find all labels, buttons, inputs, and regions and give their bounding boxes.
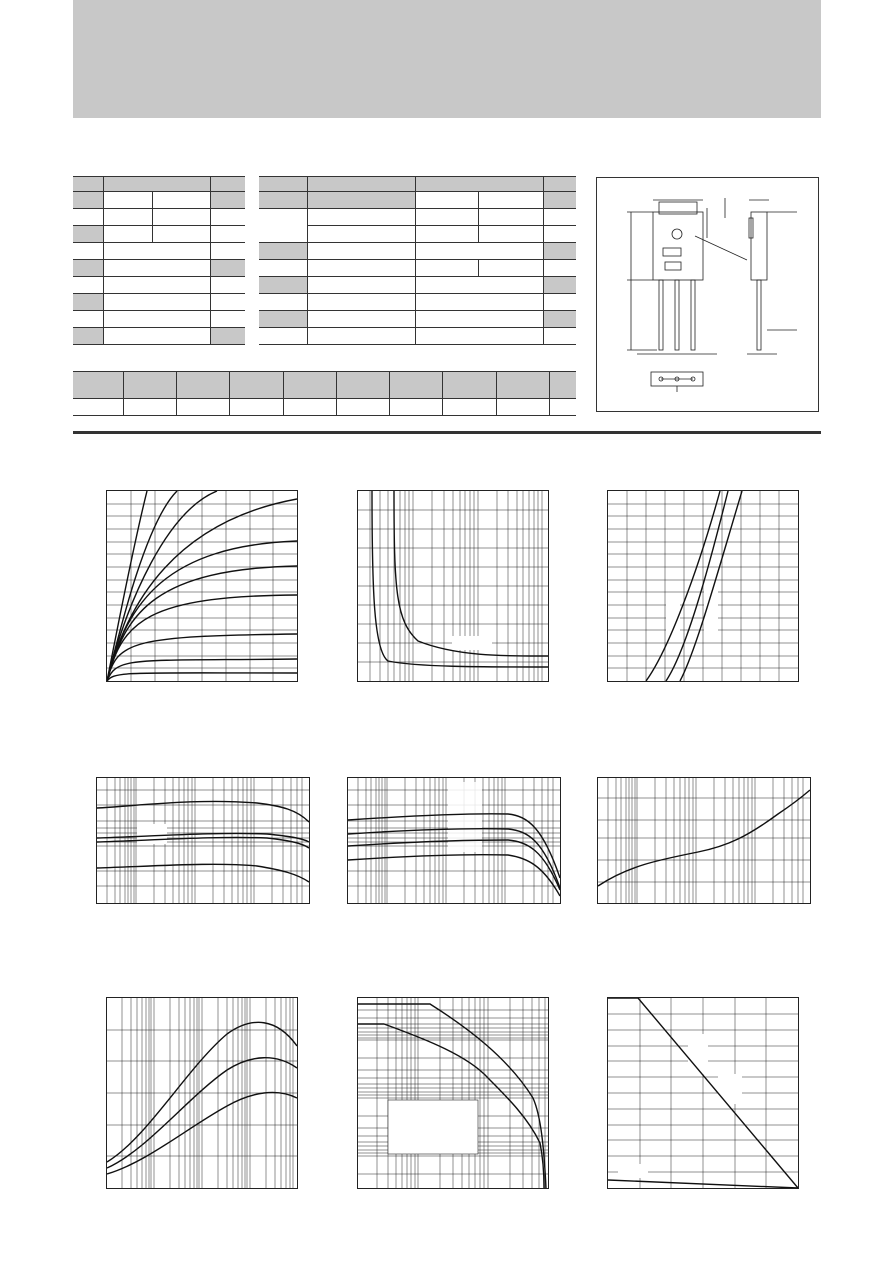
- pc-ta-derating-chart: [607, 997, 799, 1189]
- ic-vbe-chart: [607, 490, 799, 682]
- ic-vbe-series-1: [646, 491, 720, 681]
- hfe-ic-chart-1: [96, 777, 310, 904]
- package-outline: [596, 177, 819, 412]
- typical-values-table: [73, 371, 576, 416]
- section-divider: [73, 431, 821, 434]
- safe-operating-area-chart: [357, 997, 549, 1189]
- hfe-2-series-4: [348, 855, 560, 896]
- ic-vbe-series-2: [666, 491, 728, 681]
- hfe-ic-chart-2: [347, 777, 561, 904]
- soa-series-1: [358, 1004, 546, 1188]
- header-band: [73, 0, 821, 118]
- hfe-1-series-1: [97, 801, 309, 822]
- hfe-1-series-3: [97, 837, 309, 848]
- absolute-maximum-ratings-table: [73, 176, 245, 345]
- ic-vce-series-2: [107, 491, 177, 681]
- electrical-characteristics-table: [259, 176, 576, 345]
- hfe-1-series-4: [97, 864, 309, 882]
- vbe-ic-chart: [597, 777, 811, 904]
- ic-vce-series-1: [107, 491, 147, 681]
- vce-saturation-chart: [357, 490, 549, 682]
- soa-legend-box: [388, 1100, 478, 1154]
- ft-ic-chart: [106, 997, 298, 1189]
- package-outline-drawing: [597, 178, 818, 411]
- vce-sat-series-2: [394, 491, 548, 656]
- ic-vce-characteristics-chart: [106, 490, 298, 682]
